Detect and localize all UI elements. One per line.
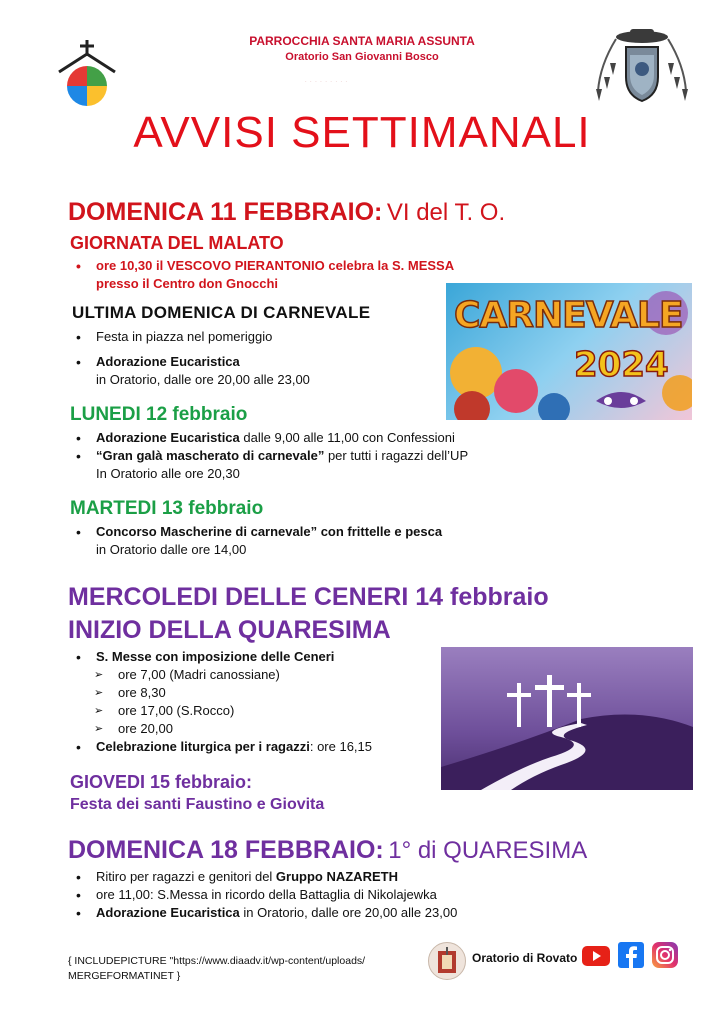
list-item — [70, 738, 430, 756]
thursday-15-date: GIOVEDI 15 febbraio: — [70, 772, 253, 792]
item-text: Festa in piazza nel pomeriggio — [96, 329, 273, 344]
sunday-11-subtitle: GIORNATA DEL MALATO — [70, 233, 284, 253]
sunday-18-liturgy: 1° di QUARESIMA — [388, 837, 588, 864]
carnival-year: 2024 — [574, 345, 669, 385]
carnival-list — [70, 328, 440, 389]
list-item — [70, 328, 440, 346]
list-item — [70, 648, 430, 666]
item-text: dalle 9,00 alle 11,00 con Confessioni — [239, 430, 455, 445]
facebook-icon[interactable] — [618, 942, 644, 968]
sunday-18-heading — [68, 836, 587, 865]
item-continuation: In Oratorio alle ore 20,30 — [96, 466, 240, 481]
time-item: ➢ ore 17,00 (S.Rocco) — [70, 702, 430, 720]
sunday-11-heading — [68, 198, 505, 227]
item-bold: Adorazione Eucaristica — [96, 430, 240, 445]
footer-line-1: { INCLUDEPICTURE "https://www.diaadv.it/wp-content/uploads/ — [68, 955, 366, 967]
tuesday-13-date: MARTEDI 13 febbraio — [70, 498, 264, 519]
list-item — [70, 904, 630, 922]
oratory-name: Oratorio San Giovanni Bosco — [285, 51, 439, 63]
oratorio-link[interactable]: Oratorio di Rovato — [472, 951, 578, 965]
list-item — [70, 429, 590, 447]
item-bold: “Gran galà mascherato di carnevale” — [96, 448, 325, 463]
sunday-18-list — [70, 868, 630, 922]
item-text: per tutti i ragazzi dell’UP — [324, 448, 469, 463]
wednesday-14-subtitle: INIZIO DELLA QUARESIMA — [68, 616, 391, 644]
sunday-11-liturgy: VI del T. O. — [386, 199, 506, 226]
page-title: AVVISI SETTIMANALI — [133, 108, 591, 157]
wednesday-14-date: MERCOLEDI DELLE CENERI 14 febbraio — [68, 583, 549, 611]
item-text: ore 10,30 il VESCOVO PIERANTONIO celebra la S. MESSA — [96, 258, 455, 273]
parish-name: PARROCCHIA SANTA MARIA ASSUNTA — [249, 34, 475, 48]
list-item — [70, 257, 550, 275]
item-bold: Adorazione Eucaristica — [96, 905, 240, 920]
item-bold: Celebrazione liturgica per i ragazzi — [96, 739, 310, 754]
item-text: ore 11,00: S.Messa in ricordo della Battaglia di Nikolajewka — [96, 887, 437, 902]
time-item: ➢ ore 7,00 (Madri canossiane) — [70, 666, 430, 684]
oratorio-logo-icon — [428, 942, 466, 980]
list-item — [70, 886, 630, 904]
list-item — [70, 353, 440, 371]
footer-field-code — [68, 954, 365, 984]
tuesday-13-list — [70, 523, 590, 559]
time-item: ➢ ore 20,00 — [70, 720, 430, 738]
sunday-11-date: DOMENICA 11 FEBBRAIO: — [68, 198, 383, 226]
item-text: : ore 16,15 — [309, 739, 372, 754]
item-text: Adorazione Eucaristica — [96, 354, 240, 369]
item-bold: Concorso Mascherine di carnevale” con frittelle e pesca — [96, 524, 443, 539]
lent-crosses-image — [441, 647, 693, 790]
wednesday-14-list — [70, 648, 430, 756]
oratory-logo — [56, 38, 118, 106]
faint-header-line: · · · · · · · · · — [305, 79, 349, 85]
monday-12-list — [70, 429, 590, 483]
monday-12-date: LUNEDI 12 febbraio — [70, 404, 248, 425]
item-continuation: in Oratorio dalle ore 14,00 — [96, 542, 247, 557]
item-text: Ritiro per ragazzi e genitori del — [96, 869, 276, 884]
thursday-15-feast: Festa dei santi Faustino e Giovita — [70, 796, 325, 813]
instagram-icon[interactable] — [652, 942, 678, 968]
list-item — [70, 523, 590, 541]
list-item — [70, 868, 630, 886]
item-continuation: presso il Centro don Gnocchi — [96, 276, 279, 291]
youtube-icon[interactable] — [582, 946, 610, 966]
time-item: ➢ ore 8,30 — [70, 684, 430, 702]
footer-line-2: MERGEFORMATINET } — [68, 970, 181, 982]
item-text: in Oratorio, dalle ore 20,00 alle 23,00 — [239, 905, 458, 920]
carnival-title: ULTIMA DOMENICA DI CARNEVALE — [72, 303, 371, 322]
sunday-18-date: DOMENICA 18 FEBBRAIO: — [68, 836, 384, 864]
item-continuation: in Oratorio, dalle ore 20,00 alle 23,00 — [96, 372, 310, 387]
list-item — [70, 447, 590, 465]
item-bold: S. Messe con imposizione delle Ceneri — [96, 649, 335, 664]
carnival-word: CARNEVALE — [454, 295, 683, 336]
carnival-image — [446, 283, 692, 420]
item-bold: Gruppo NAZARETH — [275, 869, 398, 884]
